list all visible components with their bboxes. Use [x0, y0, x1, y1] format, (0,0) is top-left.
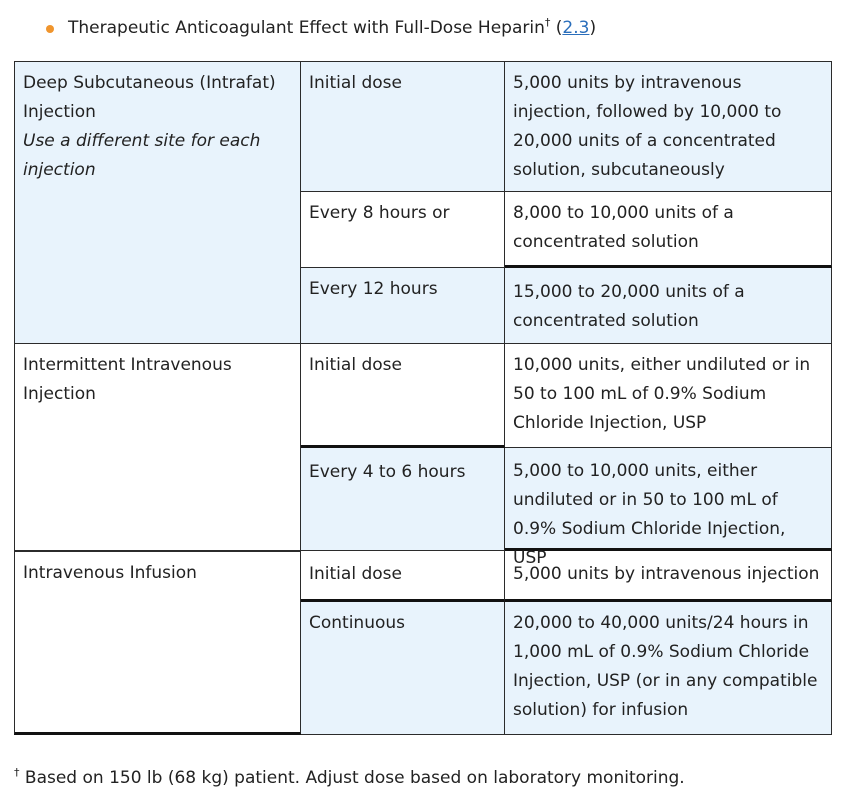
- method-note: Use a different site for each injection: [23, 131, 261, 180]
- footnote-text: Based on 150 lb (68 kg) patient. Adjust dose based on laboratory monitoring.: [19, 768, 685, 788]
- timing-cell: Initial dose: [301, 61, 505, 192]
- timing-cell: Every 12 hours: [301, 268, 505, 344]
- timing-cell: Every 4 to 6 hours: [301, 448, 505, 551]
- timing-cell: Initial dose: [301, 551, 505, 602]
- method-label: Intravenous Infusion: [23, 563, 197, 583]
- dose-cell: 8,000 to 10,000 units of a concentrated solution: [505, 192, 832, 268]
- dose-cell: 5,000 units by intravenous injection: [505, 551, 832, 602]
- method-cell-deep-subcutaneous: [14, 61, 301, 344]
- dose-cell: 10,000 units, either undiluted or in 50 to 100 mL of 0.9% Sodium Chloride Injection, USP: [505, 344, 832, 448]
- section-heading: Therapeutic Anticoagulant Effect with Full-Dose Heparin† (2.3): [68, 16, 597, 38]
- footnote-dagger: †: [14, 766, 20, 779]
- footnote: [14, 764, 685, 793]
- timing-cell: Every 8 hours or: [301, 192, 505, 268]
- dosing-table: [14, 61, 832, 735]
- bullet-dot-icon: [46, 25, 54, 33]
- method-label: Deep Subcutaneous (Intrafat) Injection: [23, 73, 276, 122]
- dagger-mark: †: [544, 16, 551, 29]
- dose-cell: 5,000 units by intravenous injection, followed by 10,000 to 20,000 units of a concentrated solution, subcutaneously: [505, 61, 832, 192]
- timing-cell: Continuous: [301, 602, 505, 735]
- method-cell-intermittent-iv: [14, 344, 301, 551]
- method-cell-iv-infusion: [14, 551, 301, 735]
- section-reference-link[interactable]: 2.3: [562, 18, 590, 38]
- dose-cell: 15,000 to 20,000 units of a concentrated solution: [505, 268, 832, 344]
- method-label: Intermittent Intravenous Injection: [23, 355, 232, 404]
- dose-cell: 5,000 to 10,000 units, either undiluted or in 50 to 100 mL of 0.9% Sodium Chloride Injection, USP: [505, 448, 832, 551]
- dose-cell: 20,000 to 40,000 units/24 hours in 1,000 mL of 0.9% Sodium Chloride Injection, USP (or in any compatible solution) for infusion: [505, 602, 832, 735]
- timing-cell: Initial dose: [301, 344, 505, 448]
